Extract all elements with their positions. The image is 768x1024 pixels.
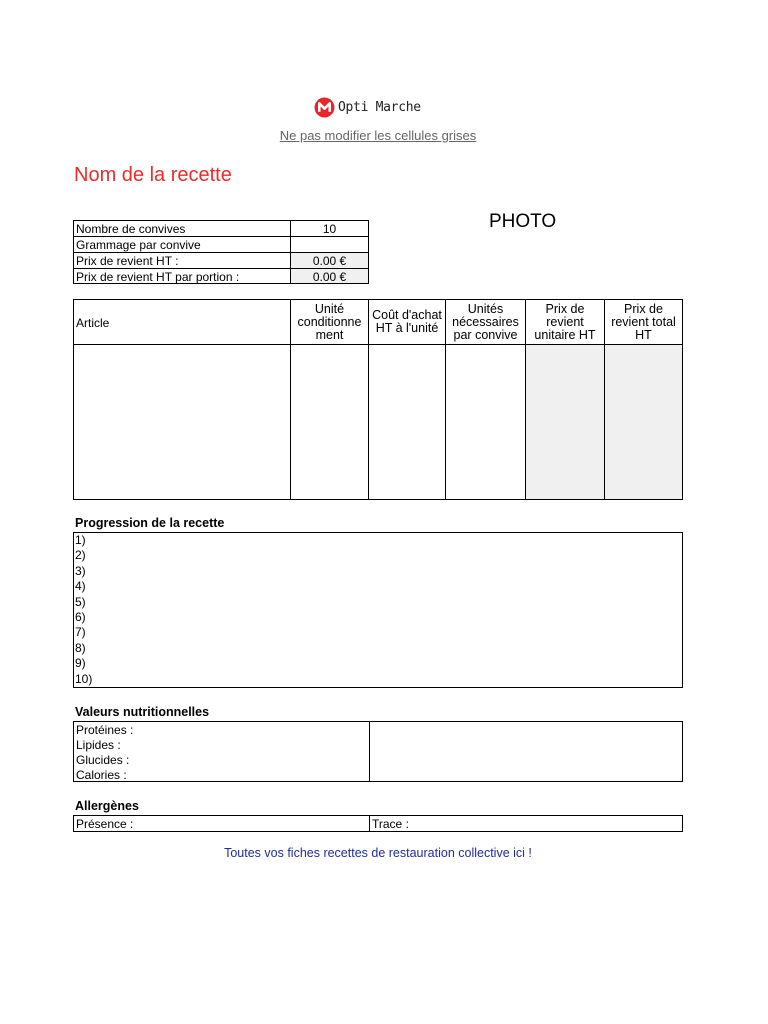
nutrition-values-box[interactable] [369, 721, 683, 782]
info-label-grammage: Grammage par convive [73, 236, 291, 253]
step-5[interactable]: 5) [75, 594, 86, 609]
step-6[interactable]: 6) [75, 610, 86, 624]
recipe-title[interactable]: Nom de la recette [74, 164, 232, 186]
info-label-prix-portion: Prix de revient HT par portion : [73, 268, 291, 284]
allergens-title: Allergènes [75, 799, 139, 813]
step-10[interactable]: 10) [75, 671, 93, 686]
header-prix-unitaire: Prix de revient unitaire HT [525, 299, 605, 345]
opti-marche-logo-icon [314, 97, 335, 118]
logo-text: Opti Marche [338, 100, 421, 115]
unites-column-body[interactable] [445, 344, 526, 500]
unite-column-body[interactable] [290, 344, 369, 500]
cout-column-body[interactable] [368, 344, 446, 500]
header-unite-conditionnement: Unité conditionne ment [290, 299, 369, 345]
article-column-body[interactable] [73, 344, 291, 500]
progression-box[interactable] [73, 532, 683, 688]
prix-unitaire-column-body [525, 344, 605, 500]
header-article: Article [73, 299, 291, 345]
nutrition-calories: Calories : [76, 768, 127, 782]
photo-placeholder[interactable]: PHOTO [489, 211, 557, 232]
prix-total-column-body [604, 344, 683, 500]
info-value-prix-portion: 0.00 € [290, 268, 369, 284]
info-value-grammage[interactable] [290, 236, 369, 253]
footer-link[interactable]: Toutes vos fiches recettes de restauration collective ici ! [224, 846, 532, 860]
info-value-convives[interactable]: 10 [290, 220, 369, 237]
grey-cells-note: Ne pas modifier les cellules grises [279, 128, 477, 143]
nutrition-glucides: Glucides : [76, 753, 130, 767]
header-prix-total: Prix de revient total HT [604, 299, 683, 345]
info-label-prix-revient: Prix de revient HT : [73, 252, 291, 269]
info-value-prix-revient: 0.00 € [290, 252, 369, 269]
nutrition-lipides: Lipides : [76, 738, 121, 752]
ingredients-table [73, 299, 683, 500]
step-9[interactable]: 9) [75, 656, 86, 671]
step-3[interactable]: 3) [75, 563, 86, 578]
allergens-presence[interactable]: Présence : [73, 815, 370, 832]
opti-marche-logo [314, 97, 421, 118]
nutrition-title: Valeurs nutritionnelles [75, 705, 210, 719]
nutrition-labels-box [73, 721, 370, 782]
step-7[interactable]: 7) [75, 625, 86, 640]
nutrition-proteines: Protéines : [76, 723, 134, 737]
info-label-convives: Nombre de convives [73, 220, 291, 237]
progression-title: Progression de la recette [75, 516, 225, 530]
header-cout-achat: Coût d'achat HT à l'unité [368, 299, 446, 345]
allergens-trace[interactable]: Trace : [369, 815, 683, 832]
step-4[interactable]: 4) [75, 579, 86, 594]
header-unites-necessaires: Unités nécessaires par convive [445, 299, 526, 345]
recipe-info-table [73, 220, 369, 284]
step-1[interactable]: 1) [75, 533, 86, 547]
step-8[interactable]: 8) [75, 640, 86, 655]
step-2[interactable]: 2) [75, 548, 86, 563]
